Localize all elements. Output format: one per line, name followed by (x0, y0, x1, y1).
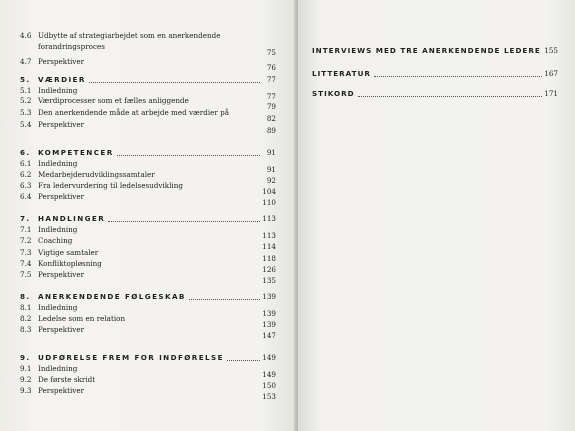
toc-dot-leader (227, 354, 260, 361)
toc-entry-title: forandringsproces (38, 42, 105, 51)
toc-entry-page: 135 (262, 276, 276, 285)
toc-entry-number: 8.3 (20, 325, 32, 334)
toc-dot-leader (374, 70, 542, 77)
toc-entry-number: 9. (20, 353, 31, 362)
toc-entry-page: 91 (266, 165, 276, 174)
toc-entry-page: 126 (262, 265, 276, 274)
toc-entry-page: 150 (262, 381, 276, 390)
toc-entry-page: 149 (262, 370, 276, 379)
toc-entry-number: 5.4 (20, 120, 32, 129)
toc-entry-number: 4.6 (20, 31, 32, 40)
toc-entry-number: 7.3 (20, 248, 32, 257)
toc-dot-leader (117, 149, 260, 156)
toc-entry-title: Perspektiver (38, 325, 85, 334)
toc-entry-page: 149 (262, 353, 276, 362)
toc-entry-number: 9.2 (20, 375, 32, 384)
toc-entry-number: 7.1 (20, 225, 32, 234)
toc-entry-title: Udbytte af strategiarbejdet som en anerkendende (38, 31, 221, 40)
right-page (298, 0, 575, 431)
toc-entry-title: VÆRDIER (38, 75, 86, 84)
toc-entry-title: Coaching (38, 236, 73, 245)
toc-entry-title: LITTERATUR (312, 69, 371, 78)
toc-entry-number: 8. (20, 292, 31, 301)
toc-entry-page: 114 (262, 242, 276, 251)
toc-entry-title: Medarbejderudviklingssamtaler (38, 170, 155, 179)
toc-entry-number: 6.3 (20, 181, 32, 190)
toc-entry-title: UDFØRELSE FREM FOR INDFØRELSE (38, 353, 224, 362)
toc-entry-page: 139 (262, 309, 276, 318)
toc-entry-page: 171 (544, 89, 558, 98)
toc-entry-number: 5. (20, 75, 31, 84)
toc-entry-page: 110 (262, 198, 276, 207)
toc-entry-title: Fra ledervurdering til ledelsesudvikling (38, 181, 183, 190)
toc-entry-number: 9.3 (20, 386, 32, 395)
toc-entry-page: 79 (266, 102, 276, 111)
toc-entry-number: 8.1 (20, 303, 32, 312)
toc-entry-title: Vigtige samtaler (38, 248, 99, 257)
toc-entry-title: De første skridt (38, 375, 96, 384)
toc-dot-leader (189, 293, 260, 300)
toc-entry-number: 7. (20, 214, 31, 223)
toc-entry-title: STIKORD (312, 89, 355, 98)
toc-entry-title: Værdiprocesser som et fælles anliggende (38, 96, 189, 105)
toc-entry-page: 113 (262, 214, 276, 223)
toc-entry-page: 75 (266, 48, 276, 57)
toc-entry-title: KOMPETENCER (38, 148, 114, 157)
toc-entry-title: Perspektiver (38, 270, 85, 279)
toc-entry-page: 104 (262, 187, 276, 196)
toc-entry-title: Ledelse som en relation (38, 314, 126, 323)
toc-entry-number: 7.4 (20, 259, 32, 268)
toc-entry-title: Perspektiver (38, 386, 85, 395)
toc-entry-page: 91 (266, 148, 276, 157)
toc-entry-page: 113 (262, 231, 276, 240)
toc-entry-number: 8.2 (20, 314, 32, 323)
toc-entry-title: Konfliktopløsning (38, 259, 102, 268)
toc-entry-page: 92 (266, 176, 276, 185)
toc-entry-number: 9.1 (20, 364, 32, 373)
toc-entry-page: 77 (266, 92, 276, 101)
toc-entry-page: 89 (266, 126, 276, 135)
toc-entry-page: 118 (262, 254, 276, 263)
toc-entry-title: HANDLINGER (38, 214, 106, 223)
table-of-contents-right (298, 0, 575, 431)
toc-entry-title: Perspektiver (38, 120, 85, 129)
toc-entry-page: 76 (266, 63, 276, 72)
toc-entry-number: 6.1 (20, 159, 32, 168)
toc-entry-number: 7.5 (20, 270, 32, 279)
toc-entry-title: Perspektiver (38, 57, 85, 66)
toc-entry-title: Indledning (38, 303, 78, 312)
toc-entry-page: 155 (544, 46, 558, 55)
toc-entry-number: 5.3 (20, 108, 32, 117)
toc-entry-title: Perspektiver (38, 192, 85, 201)
toc-entry-number: 5.1 (20, 86, 32, 95)
toc-entry-page: 167 (544, 69, 558, 78)
toc-entry-page: 147 (262, 331, 276, 340)
toc-dot-leader (108, 215, 260, 222)
toc-entry-number: 6.2 (20, 170, 32, 179)
toc-entry-title: Indledning (38, 86, 78, 95)
toc-entry-page: 153 (262, 392, 276, 401)
toc-entry-number: 6.4 (20, 192, 32, 201)
toc-entry-number: 4.7 (20, 57, 32, 66)
toc-entry-title: ANERKENDENDE FØLGESKAB (38, 292, 186, 301)
toc-entry-page: 139 (262, 292, 276, 301)
toc-entry-page: 139 (262, 320, 276, 329)
toc-entry-title: Indledning (38, 364, 78, 373)
toc-dot-leader (358, 90, 542, 97)
toc-entry-number: 5.2 (20, 96, 32, 105)
toc-entry-title: INTERVIEWS MED TRE ANERKENDENDE LEDERE (312, 46, 541, 55)
toc-dot-leader (89, 76, 260, 83)
toc-entry-title: Den anerkendende måde at arbejde med værdier på (38, 108, 230, 117)
toc-entry-number: 7.2 (20, 236, 32, 245)
toc-entry-title: Indledning (38, 159, 78, 168)
toc-entry-title: Indledning (38, 225, 78, 234)
toc-entry-page: 77 (266, 75, 276, 84)
toc-entry-number: 6. (20, 148, 31, 157)
toc-entry-page: 82 (266, 114, 276, 123)
